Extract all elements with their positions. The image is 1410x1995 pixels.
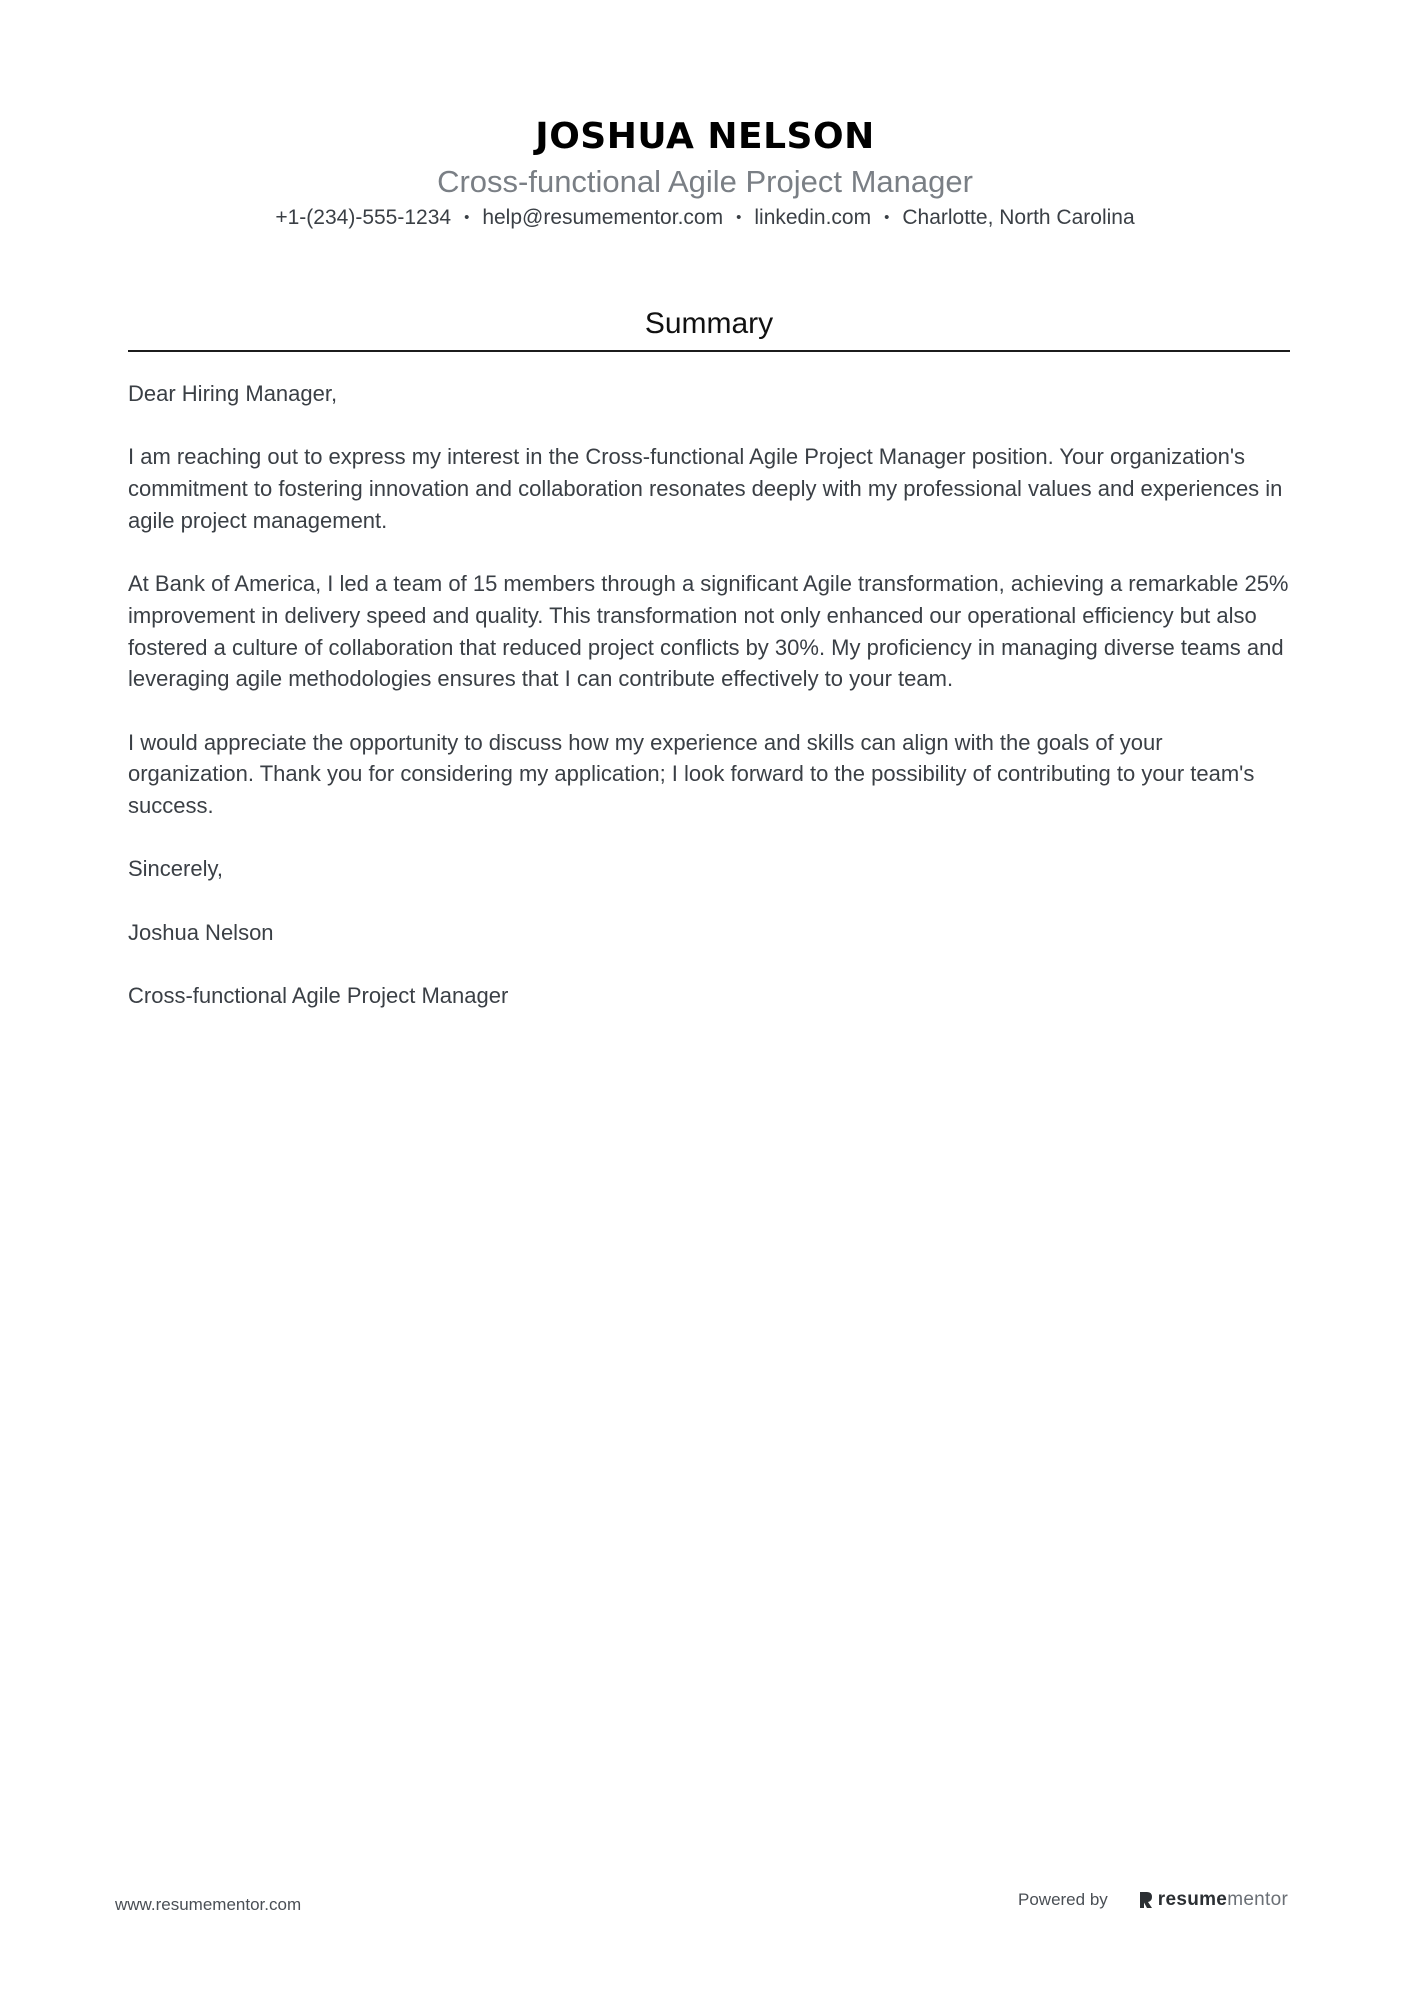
candidate-job-title: Cross-functional Agile Project Manager (437, 164, 973, 199)
contact-location: Charlotte, North Carolina (902, 206, 1135, 229)
resumementor-logo-icon (1138, 1890, 1154, 1910)
letter-signature-title: Cross-functional Agile Project Manager (128, 983, 509, 1009)
contact-phone: +1-(234)-555-1234 (275, 206, 452, 229)
letter-paragraph: I am reaching out to express my interest in the Cross-functional Agile Project Manager position. Your organization's commitment to fostering innovation and collaboration resonates deeply with my professional values and experiences in agile project management. (128, 444, 1283, 533)
cover-letter-body (128, 378, 1290, 1044)
letter-paragraph: At Bank of America, I led a team of 15 members through a significant Agile transformation, achieving a remarkable 25% improvement in delivery speed and quality. This transformation not only enhanced our operational efficiency but also fostered a culture of collaboration that reduced project conflicts by 30%. My proficiency in managing diverse teams and leveraging agile methodologies ensures that I can contribute effectively to your team. (128, 571, 1289, 692)
candidate-name: JOSHUA NELSON (535, 116, 875, 157)
powered-by-label: Powered by (1018, 1890, 1108, 1909)
letter-salutation: Dear Hiring Manager, (128, 381, 338, 406)
contact-website[interactable]: linkedin.com (754, 206, 872, 229)
letter-closing: Sincerely, (128, 856, 223, 882)
footer-powered-by (1018, 1889, 1288, 1911)
contact-separator: • (464, 209, 470, 226)
footer-website[interactable]: www.resumementor.com (115, 1895, 302, 1914)
section-divider (128, 350, 1290, 352)
letter-paragraph: I would appreciate the opportunity to discuss how my experience and skills can align with the goals of your organization. Thank you for considering my application; I look forward to the possibility of contributing to your team's success. (128, 729, 1255, 819)
contact-separator: • (736, 209, 742, 226)
brand-name-part2: mentor (1227, 1889, 1289, 1910)
contact-separator: • (884, 209, 890, 226)
contact-email[interactable]: help@resumementor.com (482, 206, 724, 229)
resume-header (0, 112, 1410, 233)
brand-name-part1: resume (1157, 1889, 1228, 1910)
contact-line (0, 203, 1410, 233)
section-title-summary: Summary (644, 307, 774, 340)
brand-logo[interactable] (1138, 1889, 1288, 1911)
letter-signature-name: Joshua Nelson (128, 919, 274, 945)
